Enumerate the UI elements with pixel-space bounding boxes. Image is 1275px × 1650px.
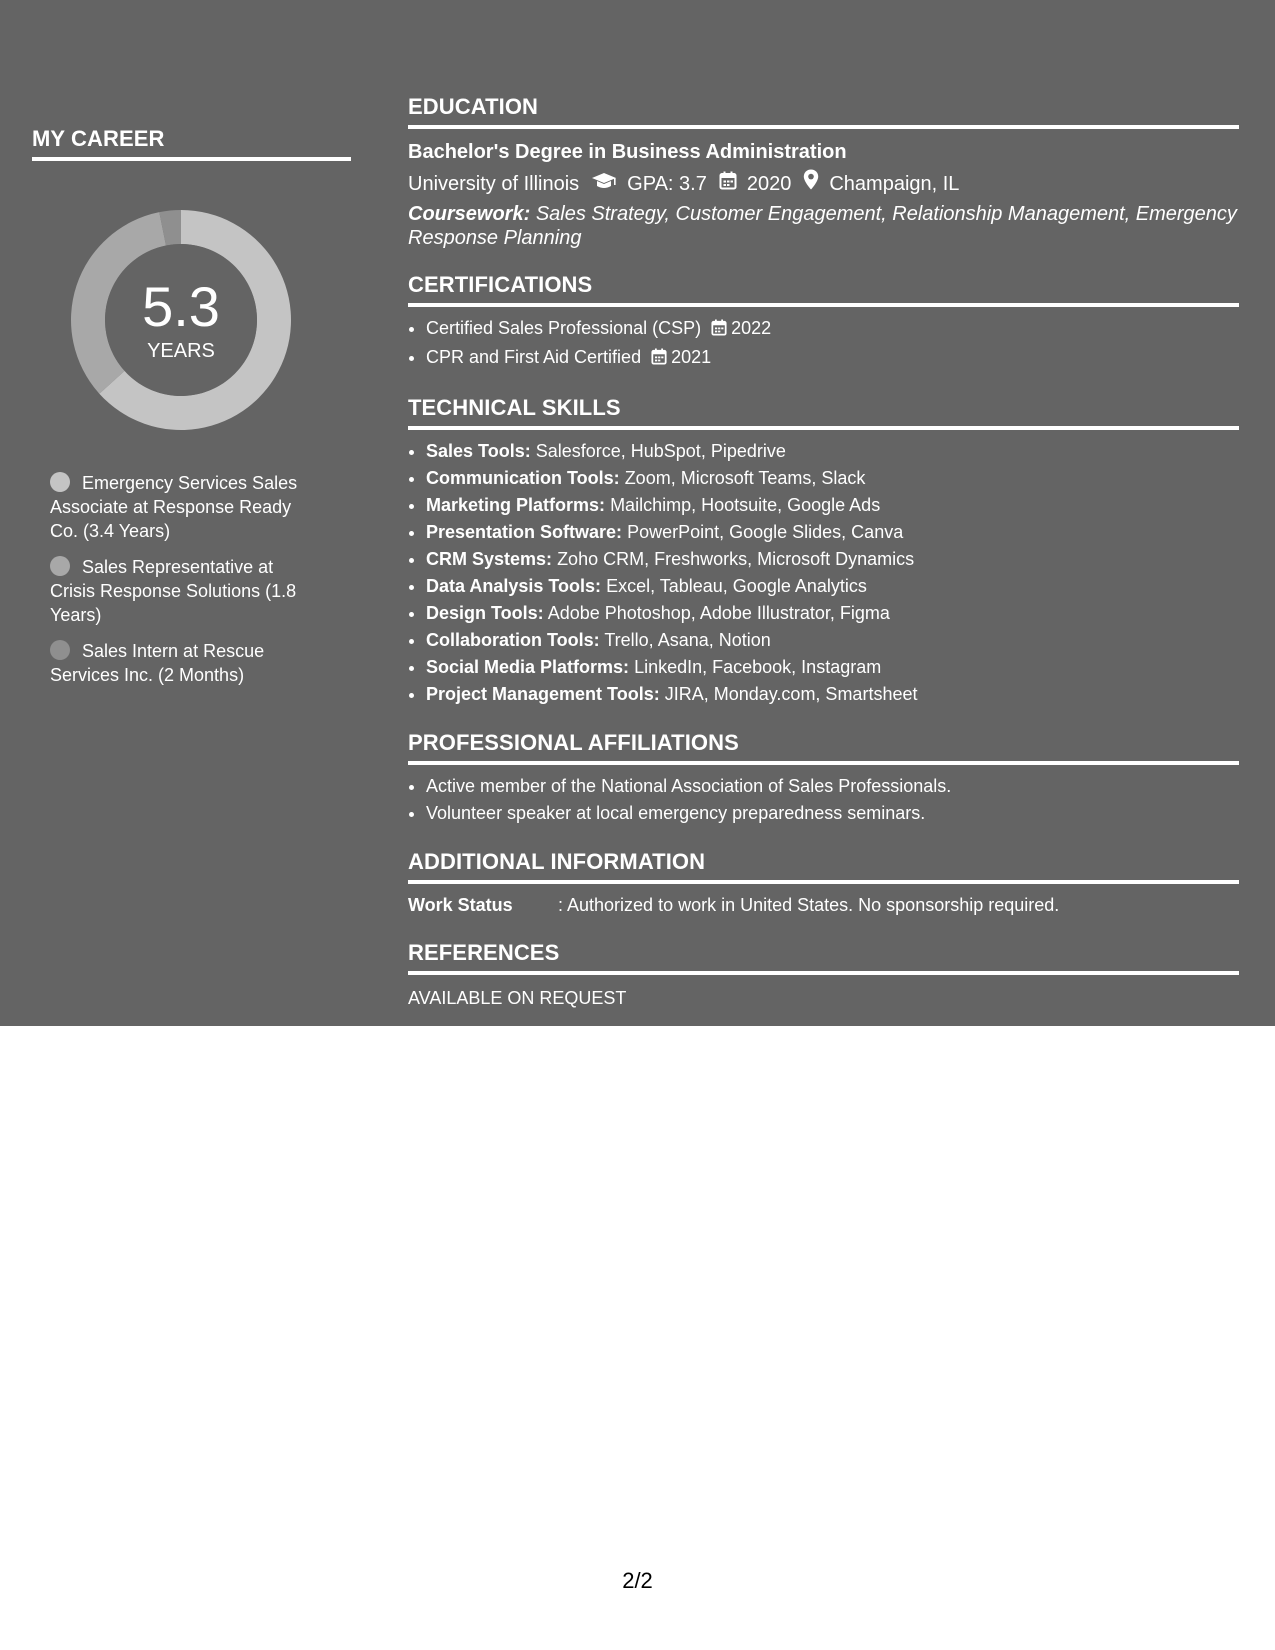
career-legend <box>50 471 310 687</box>
additional-info-title: ADDITIONAL INFORMATION <box>408 849 1239 884</box>
calendar-icon <box>711 317 727 344</box>
map-pin-icon <box>803 169 819 198</box>
skill-value: PowerPoint, Google Slides, Canva <box>627 522 904 542</box>
list-item <box>426 546 1239 573</box>
work-status-value: : Authorized to work in United States. No sponsorship required. <box>558 895 1060 915</box>
career-title: MY CAREER <box>32 126 351 161</box>
career-item-label: Sales Intern at Rescue Services Inc. (2 Months) <box>50 641 265 685</box>
career-item <box>50 555 310 627</box>
education-title: EDUCATION <box>408 94 1239 129</box>
skill-label: Presentation Software: <box>426 522 623 542</box>
coursework-label: Coursework: <box>408 203 531 225</box>
list-item <box>426 438 1239 465</box>
main-column <box>408 94 1239 1011</box>
total-years-unit: YEARS <box>147 340 215 362</box>
graduation-year: 2020 <box>746 172 792 195</box>
list-item <box>426 600 1239 627</box>
certifications-title: CERTIFICATIONS <box>408 272 1239 307</box>
skills-section <box>408 395 1239 708</box>
donut-center-label <box>66 205 296 435</box>
total-years-value: 5.3 <box>142 275 220 338</box>
list-item <box>426 573 1239 600</box>
coursework-list: Sales Strategy, Customer Engagement, Relationship Management, Emergency Response Planning <box>408 203 1237 249</box>
career-sidebar <box>32 126 351 699</box>
references-title: REFERENCES <box>408 940 1239 975</box>
skill-value: Mailchimp, Hootsuite, Google Ads <box>610 495 881 515</box>
legend-dot <box>50 472 70 492</box>
list-item <box>426 492 1239 519</box>
references-text: AVAILABLE ON REQUEST <box>408 988 627 1008</box>
skill-label: Marketing Platforms: <box>426 495 606 515</box>
education-meta <box>408 169 1239 198</box>
career-donut-chart <box>66 205 296 435</box>
career-item-label: Emergency Services Sales Associate at Response Ready Co. (3.4 Years) <box>50 473 298 541</box>
coursework <box>408 202 1239 250</box>
list-item <box>426 315 1239 344</box>
skill-label: Sales Tools: <box>426 441 531 461</box>
skill-value: Zoho CRM, Freshworks, Microsoft Dynamics <box>557 549 915 569</box>
list-item <box>426 465 1239 492</box>
page-number: 2/2 <box>622 1568 653 1593</box>
skill-label: Social Media Platforms: <box>426 657 630 677</box>
list-item <box>426 344 1239 373</box>
skills-list <box>408 438 1239 708</box>
calendar-icon <box>719 170 737 198</box>
certification-year: 2021 <box>671 347 712 367</box>
legend-dot <box>50 556 70 576</box>
work-status-row <box>408 892 1239 918</box>
certification-name: CPR and First Aid Certified <box>426 347 642 367</box>
career-item <box>50 471 310 543</box>
calendar-icon <box>651 346 667 373</box>
list-item <box>426 627 1239 654</box>
gpa: GPA: 3.7 <box>627 172 707 195</box>
career-item-label: Sales Representative at Crisis Response Solutions (1.8 Years) <box>50 557 297 625</box>
graduation-cap-icon <box>591 170 617 198</box>
skill-value: Adobe Photoshop, Adobe Illustrator, Figma <box>547 603 890 623</box>
additional-info-section <box>408 849 1239 918</box>
affiliations-section <box>408 730 1239 827</box>
skills-title: TECHNICAL SKILLS <box>408 395 1239 430</box>
education-section <box>408 94 1239 250</box>
skill-label: Communication Tools: <box>426 468 620 488</box>
certifications-section <box>408 272 1239 373</box>
affiliations-list <box>408 773 1239 827</box>
skill-value: Excel, Tableau, Google Analytics <box>606 576 867 596</box>
certifications-list <box>408 315 1239 373</box>
skill-label: Design Tools: <box>426 603 544 623</box>
school-location: Champaign, IL <box>829 172 960 195</box>
certification-name: Certified Sales Professional (CSP) <box>426 318 702 338</box>
list-item <box>426 681 1239 708</box>
skill-label: Collaboration Tools: <box>426 630 600 650</box>
skill-value: LinkedIn, Facebook, Instagram <box>634 657 882 677</box>
legend-dot <box>50 640 70 660</box>
certification-year: 2022 <box>731 318 772 338</box>
affiliations-title: PROFESSIONAL AFFILIATIONS <box>408 730 1239 765</box>
references-section <box>408 940 1239 1011</box>
skill-value: JIRA, Monday.com, Smartsheet <box>664 684 918 704</box>
school-name: University of Illinois <box>408 172 580 195</box>
list-item <box>426 654 1239 681</box>
skill-value: Trello, Asana, Notion <box>604 630 771 650</box>
career-item <box>50 639 310 687</box>
skill-value: Salesforce, HubSpot, Pipedrive <box>535 441 786 461</box>
list-item <box>426 519 1239 546</box>
skill-label: Project Management Tools: <box>426 684 660 704</box>
skill-value: Zoom, Microsoft Teams, Slack <box>624 468 866 488</box>
list-item: • Volunteer speaker at local emergency preparedness seminars. <box>426 800 1239 827</box>
skill-label: CRM Systems: <box>426 549 553 569</box>
list-item: • Active member of the National Association of Sales Professionals. <box>426 773 1239 800</box>
work-status-label: Work Status <box>408 895 513 915</box>
degree-name: Bachelor's Degree in Business Administration <box>408 141 847 163</box>
skill-label: Data Analysis Tools: <box>426 576 602 596</box>
